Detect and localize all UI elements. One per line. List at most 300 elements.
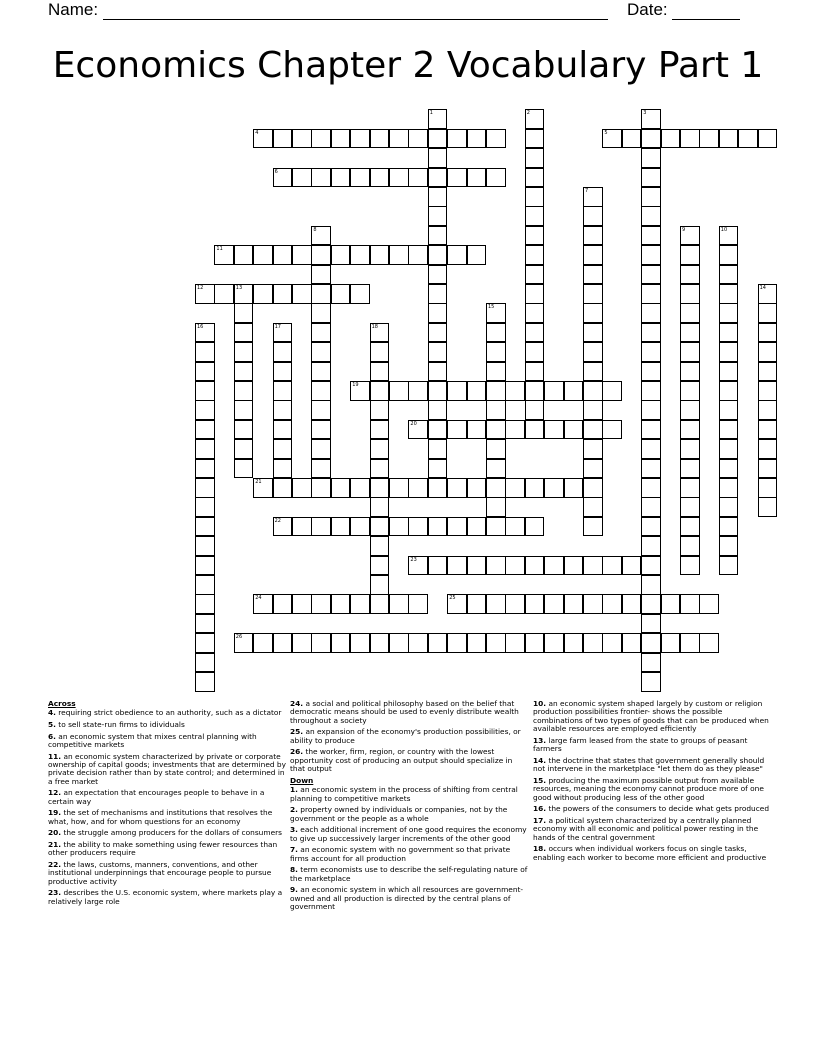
grid-cell[interactable] <box>486 342 506 362</box>
grid-cell[interactable] <box>544 381 564 401</box>
grid-cell[interactable] <box>719 497 739 517</box>
grid-cell[interactable] <box>680 556 700 576</box>
grid-cell[interactable] <box>486 556 506 576</box>
grid-cell[interactable] <box>661 633 681 653</box>
grid-cell[interactable] <box>428 109 448 129</box>
grid-cell[interactable] <box>234 420 254 440</box>
grid-cell[interactable] <box>758 400 778 420</box>
grid-cell[interactable] <box>680 265 700 285</box>
grid-cell[interactable] <box>428 187 448 207</box>
grid-cell[interactable] <box>195 536 215 556</box>
grid-cell[interactable] <box>273 517 293 537</box>
grid-cell[interactable] <box>486 129 506 149</box>
grid-cell[interactable] <box>641 206 661 226</box>
grid-cell[interactable] <box>680 226 700 246</box>
grid-cell[interactable] <box>428 342 448 362</box>
grid-cell[interactable] <box>253 245 273 265</box>
grid-cell[interactable] <box>641 556 661 576</box>
grid-cell[interactable] <box>370 245 390 265</box>
grid-cell[interactable] <box>370 400 390 420</box>
grid-cell[interactable] <box>311 226 331 246</box>
grid-cell[interactable] <box>758 323 778 343</box>
grid-cell[interactable] <box>641 381 661 401</box>
grid-cell[interactable] <box>738 129 758 149</box>
grid-cell[interactable] <box>428 168 448 188</box>
grid-cell[interactable] <box>719 284 739 304</box>
grid-cell[interactable] <box>447 381 467 401</box>
grid-cell[interactable] <box>758 342 778 362</box>
grid-cell[interactable] <box>311 245 331 265</box>
grid-cell[interactable] <box>195 497 215 517</box>
grid-cell[interactable] <box>195 323 215 343</box>
grid-cell[interactable] <box>253 478 273 498</box>
grid-cell[interactable] <box>408 420 428 440</box>
grid-cell[interactable] <box>234 400 254 420</box>
grid-cell[interactable] <box>505 633 525 653</box>
grid-cell[interactable] <box>525 420 545 440</box>
grid-cell[interactable] <box>428 129 448 149</box>
grid-cell[interactable] <box>428 303 448 323</box>
grid-cell[interactable] <box>525 245 545 265</box>
grid-cell[interactable] <box>525 303 545 323</box>
grid-cell[interactable] <box>622 633 642 653</box>
grid-cell[interactable] <box>408 129 428 149</box>
grid-cell[interactable] <box>680 323 700 343</box>
grid-cell[interactable] <box>370 517 390 537</box>
grid-cell[interactable] <box>583 633 603 653</box>
grid-cell[interactable] <box>583 400 603 420</box>
grid-cell[interactable] <box>641 439 661 459</box>
grid-cell[interactable] <box>428 556 448 576</box>
grid-cell[interactable] <box>583 187 603 207</box>
grid-cell[interactable] <box>195 633 215 653</box>
grid-cell[interactable] <box>389 168 409 188</box>
grid-cell[interactable] <box>350 478 370 498</box>
grid-cell[interactable] <box>467 594 487 614</box>
grid-cell[interactable] <box>583 323 603 343</box>
grid-cell[interactable] <box>428 420 448 440</box>
grid-cell[interactable] <box>661 594 681 614</box>
grid-cell[interactable] <box>389 478 409 498</box>
grid-cell[interactable] <box>719 342 739 362</box>
grid-cell[interactable] <box>505 556 525 576</box>
grid-cell[interactable] <box>195 420 215 440</box>
grid-cell[interactable] <box>564 420 584 440</box>
grid-cell[interactable] <box>602 556 622 576</box>
grid-cell[interactable] <box>699 594 719 614</box>
grid-cell[interactable] <box>641 109 661 129</box>
grid-cell[interactable] <box>622 129 642 149</box>
grid-cell[interactable] <box>273 478 293 498</box>
grid-cell[interactable] <box>525 342 545 362</box>
grid-cell[interactable] <box>467 381 487 401</box>
grid-cell[interactable] <box>525 362 545 382</box>
grid-cell[interactable] <box>370 556 390 576</box>
grid-cell[interactable] <box>331 168 351 188</box>
grid-cell[interactable] <box>602 420 622 440</box>
grid-cell[interactable] <box>719 459 739 479</box>
grid-cell[interactable] <box>486 168 506 188</box>
grid-cell[interactable] <box>583 284 603 304</box>
grid-cell[interactable] <box>370 342 390 362</box>
grid-cell[interactable] <box>758 439 778 459</box>
grid-cell[interactable] <box>273 459 293 479</box>
grid-cell[interactable] <box>505 420 525 440</box>
grid-cell[interactable] <box>234 323 254 343</box>
grid-cell[interactable] <box>641 284 661 304</box>
grid-cell[interactable] <box>641 187 661 207</box>
grid-cell[interactable] <box>486 362 506 382</box>
grid-cell[interactable] <box>311 439 331 459</box>
grid-cell[interactable] <box>389 381 409 401</box>
grid-cell[interactable] <box>428 517 448 537</box>
grid-cell[interactable] <box>370 575 390 595</box>
grid-cell[interactable] <box>486 478 506 498</box>
grid-cell[interactable] <box>311 420 331 440</box>
grid-cell[interactable] <box>641 672 661 692</box>
grid-cell[interactable] <box>447 245 467 265</box>
grid-cell[interactable] <box>758 284 778 304</box>
grid-cell[interactable] <box>447 168 467 188</box>
grid-cell[interactable] <box>680 633 700 653</box>
grid-cell[interactable] <box>680 129 700 149</box>
grid-cell[interactable] <box>602 594 622 614</box>
grid-cell[interactable] <box>253 284 273 304</box>
grid-cell[interactable] <box>428 226 448 246</box>
grid-cell[interactable] <box>195 672 215 692</box>
grid-cell[interactable] <box>273 633 293 653</box>
grid-cell[interactable] <box>370 536 390 556</box>
grid-cell[interactable] <box>428 633 448 653</box>
grid-cell[interactable] <box>641 129 661 149</box>
grid-cell[interactable] <box>486 381 506 401</box>
grid-cell[interactable] <box>622 594 642 614</box>
grid-cell[interactable] <box>370 129 390 149</box>
grid-cell[interactable] <box>292 517 312 537</box>
grid-cell[interactable] <box>583 556 603 576</box>
grid-cell[interactable] <box>544 478 564 498</box>
grid-cell[interactable] <box>719 536 739 556</box>
grid-cell[interactable] <box>758 459 778 479</box>
grid-cell[interactable] <box>350 245 370 265</box>
grid-cell[interactable] <box>583 303 603 323</box>
grid-cell[interactable] <box>486 497 506 517</box>
grid-cell[interactable] <box>719 303 739 323</box>
grid-cell[interactable] <box>195 653 215 673</box>
grid-cell[interactable] <box>525 400 545 420</box>
grid-cell[interactable] <box>331 245 351 265</box>
grid-cell[interactable] <box>370 381 390 401</box>
grid-cell[interactable] <box>234 362 254 382</box>
grid-cell[interactable] <box>583 594 603 614</box>
grid-cell[interactable] <box>719 556 739 576</box>
grid-cell[interactable] <box>602 633 622 653</box>
grid-cell[interactable] <box>680 517 700 537</box>
grid-cell[interactable] <box>583 206 603 226</box>
grid-cell[interactable] <box>583 265 603 285</box>
grid-cell[interactable] <box>583 478 603 498</box>
grid-cell[interactable] <box>467 478 487 498</box>
grid-cell[interactable] <box>195 459 215 479</box>
grid-cell[interactable] <box>311 478 331 498</box>
grid-cell[interactable] <box>195 594 215 614</box>
grid-cell[interactable] <box>758 497 778 517</box>
grid-cell[interactable] <box>719 400 739 420</box>
grid-cell[interactable] <box>428 323 448 343</box>
grid-cell[interactable] <box>311 129 331 149</box>
grid-cell[interactable] <box>408 556 428 576</box>
grid-cell[interactable] <box>195 517 215 537</box>
grid-cell[interactable] <box>195 284 215 304</box>
grid-cell[interactable] <box>525 381 545 401</box>
grid-cell[interactable] <box>350 129 370 149</box>
grid-cell[interactable] <box>389 129 409 149</box>
grid-cell[interactable] <box>467 168 487 188</box>
grid-cell[interactable] <box>680 400 700 420</box>
grid-cell[interactable] <box>505 517 525 537</box>
grid-cell[interactable] <box>350 633 370 653</box>
grid-cell[interactable] <box>370 478 390 498</box>
grid-cell[interactable] <box>641 226 661 246</box>
grid-cell[interactable] <box>292 129 312 149</box>
grid-cell[interactable] <box>428 284 448 304</box>
grid-cell[interactable] <box>467 517 487 537</box>
grid-cell[interactable] <box>350 381 370 401</box>
grid-cell[interactable] <box>641 265 661 285</box>
grid-cell[interactable] <box>428 459 448 479</box>
grid-cell[interactable] <box>525 284 545 304</box>
grid-cell[interactable] <box>273 245 293 265</box>
grid-cell[interactable] <box>214 284 234 304</box>
grid-cell[interactable] <box>583 459 603 479</box>
grid-cell[interactable] <box>641 362 661 382</box>
grid-cell[interactable] <box>505 594 525 614</box>
grid-cell[interactable] <box>389 245 409 265</box>
grid-cell[interactable] <box>525 517 545 537</box>
grid-cell[interactable] <box>699 633 719 653</box>
grid-cell[interactable] <box>350 594 370 614</box>
grid-cell[interactable] <box>428 245 448 265</box>
grid-cell[interactable] <box>370 594 390 614</box>
grid-cell[interactable] <box>447 556 467 576</box>
grid-cell[interactable] <box>525 168 545 188</box>
grid-cell[interactable] <box>273 342 293 362</box>
grid-cell[interactable] <box>641 323 661 343</box>
grid-cell[interactable] <box>273 381 293 401</box>
grid-cell[interactable] <box>370 459 390 479</box>
grid-cell[interactable] <box>719 226 739 246</box>
grid-cell[interactable] <box>583 420 603 440</box>
grid-cell[interactable] <box>467 245 487 265</box>
grid-cell[interactable] <box>311 594 331 614</box>
grid-cell[interactable] <box>273 420 293 440</box>
grid-cell[interactable] <box>641 459 661 479</box>
grid-cell[interactable] <box>525 148 545 168</box>
grid-cell[interactable] <box>641 653 661 673</box>
grid-cell[interactable] <box>370 439 390 459</box>
grid-cell[interactable] <box>525 478 545 498</box>
grid-cell[interactable] <box>525 129 545 149</box>
grid-cell[interactable] <box>680 497 700 517</box>
grid-cell[interactable] <box>680 362 700 382</box>
grid-cell[interactable] <box>234 439 254 459</box>
grid-cell[interactable] <box>544 594 564 614</box>
grid-cell[interactable] <box>311 342 331 362</box>
grid-cell[interactable] <box>195 439 215 459</box>
grid-cell[interactable] <box>467 420 487 440</box>
grid-cell[interactable] <box>680 478 700 498</box>
grid-cell[interactable] <box>525 265 545 285</box>
grid-cell[interactable] <box>408 594 428 614</box>
grid-cell[interactable] <box>564 633 584 653</box>
grid-cell[interactable] <box>311 168 331 188</box>
grid-cell[interactable] <box>719 265 739 285</box>
grid-cell[interactable] <box>214 245 234 265</box>
grid-cell[interactable] <box>641 614 661 634</box>
grid-cell[interactable] <box>564 381 584 401</box>
grid-cell[interactable] <box>292 168 312 188</box>
grid-cell[interactable] <box>408 633 428 653</box>
grid-cell[interactable] <box>389 633 409 653</box>
grid-cell[interactable] <box>428 439 448 459</box>
grid-cell[interactable] <box>467 556 487 576</box>
grid-cell[interactable] <box>331 517 351 537</box>
grid-cell[interactable] <box>719 129 739 149</box>
grid-cell[interactable] <box>641 536 661 556</box>
grid-cell[interactable] <box>719 517 739 537</box>
grid-cell[interactable] <box>525 323 545 343</box>
grid-cell[interactable] <box>583 517 603 537</box>
grid-cell[interactable] <box>273 594 293 614</box>
grid-cell[interactable] <box>195 614 215 634</box>
grid-cell[interactable] <box>486 633 506 653</box>
grid-cell[interactable] <box>234 284 254 304</box>
grid-cell[interactable] <box>486 517 506 537</box>
grid-cell[interactable] <box>564 478 584 498</box>
grid-cell[interactable] <box>273 439 293 459</box>
grid-cell[interactable] <box>331 633 351 653</box>
grid-cell[interactable] <box>447 478 467 498</box>
grid-cell[interactable] <box>680 381 700 401</box>
grid-cell[interactable] <box>292 478 312 498</box>
grid-cell[interactable] <box>719 323 739 343</box>
grid-cell[interactable] <box>680 420 700 440</box>
grid-cell[interactable] <box>292 633 312 653</box>
grid-cell[interactable] <box>564 556 584 576</box>
grid-cell[interactable] <box>583 362 603 382</box>
grid-cell[interactable] <box>486 420 506 440</box>
grid-cell[interactable] <box>370 168 390 188</box>
grid-cell[interactable] <box>641 497 661 517</box>
grid-cell[interactable] <box>195 400 215 420</box>
grid-cell[interactable] <box>428 381 448 401</box>
grid-cell[interactable] <box>641 148 661 168</box>
grid-cell[interactable] <box>680 459 700 479</box>
grid-cell[interactable] <box>195 478 215 498</box>
grid-cell[interactable] <box>602 381 622 401</box>
grid-cell[interactable] <box>292 284 312 304</box>
grid-cell[interactable] <box>408 245 428 265</box>
grid-cell[interactable] <box>525 109 545 129</box>
grid-cell[interactable] <box>428 148 448 168</box>
grid-cell[interactable] <box>758 420 778 440</box>
grid-cell[interactable] <box>544 556 564 576</box>
grid-cell[interactable] <box>273 400 293 420</box>
grid-cell[interactable] <box>583 497 603 517</box>
grid-cell[interactable] <box>583 226 603 246</box>
grid-cell[interactable] <box>195 362 215 382</box>
grid-cell[interactable] <box>408 478 428 498</box>
grid-cell[interactable] <box>253 594 273 614</box>
grid-cell[interactable] <box>234 245 254 265</box>
grid-cell[interactable] <box>583 439 603 459</box>
grid-cell[interactable] <box>331 478 351 498</box>
grid-cell[interactable] <box>486 459 506 479</box>
grid-cell[interactable] <box>408 168 428 188</box>
grid-cell[interactable] <box>525 594 545 614</box>
grid-cell[interactable] <box>544 633 564 653</box>
grid-cell[interactable] <box>311 459 331 479</box>
grid-cell[interactable] <box>641 342 661 362</box>
grid-cell[interactable] <box>525 556 545 576</box>
grid-cell[interactable] <box>234 459 254 479</box>
grid-cell[interactable] <box>525 187 545 207</box>
grid-cell[interactable] <box>486 400 506 420</box>
grid-cell[interactable] <box>486 323 506 343</box>
grid-cell[interactable] <box>758 381 778 401</box>
grid-cell[interactable] <box>583 381 603 401</box>
grid-cell[interactable] <box>195 342 215 362</box>
grid-cell[interactable] <box>486 594 506 614</box>
grid-cell[interactable] <box>661 129 681 149</box>
grid-cell[interactable] <box>350 517 370 537</box>
grid-cell[interactable] <box>525 206 545 226</box>
grid-cell[interactable] <box>641 400 661 420</box>
grid-cell[interactable] <box>311 381 331 401</box>
grid-cell[interactable] <box>680 342 700 362</box>
grid-cell[interactable] <box>758 478 778 498</box>
grid-cell[interactable] <box>273 168 293 188</box>
grid-cell[interactable] <box>389 594 409 614</box>
grid-cell[interactable] <box>350 284 370 304</box>
grid-cell[interactable] <box>447 517 467 537</box>
grid-cell[interactable] <box>680 245 700 265</box>
grid-cell[interactable] <box>234 342 254 362</box>
grid-cell[interactable] <box>699 129 719 149</box>
grid-cell[interactable] <box>195 556 215 576</box>
grid-cell[interactable] <box>331 284 351 304</box>
grid-cell[interactable] <box>273 323 293 343</box>
grid-cell[interactable] <box>544 420 564 440</box>
grid-cell[interactable] <box>758 362 778 382</box>
grid-cell[interactable] <box>602 129 622 149</box>
grid-cell[interactable] <box>447 633 467 653</box>
grid-cell[interactable] <box>641 168 661 188</box>
grid-cell[interactable] <box>583 342 603 362</box>
grid-cell[interactable] <box>447 594 467 614</box>
grid-cell[interactable] <box>311 303 331 323</box>
grid-cell[interactable] <box>408 381 428 401</box>
grid-cell[interactable] <box>641 594 661 614</box>
grid-cell[interactable] <box>719 245 739 265</box>
grid-cell[interactable] <box>505 478 525 498</box>
grid-cell[interactable] <box>641 633 661 653</box>
grid-cell[interactable] <box>583 245 603 265</box>
grid-cell[interactable] <box>447 420 467 440</box>
grid-cell[interactable] <box>253 633 273 653</box>
grid-cell[interactable] <box>467 129 487 149</box>
grid-cell[interactable] <box>408 517 428 537</box>
